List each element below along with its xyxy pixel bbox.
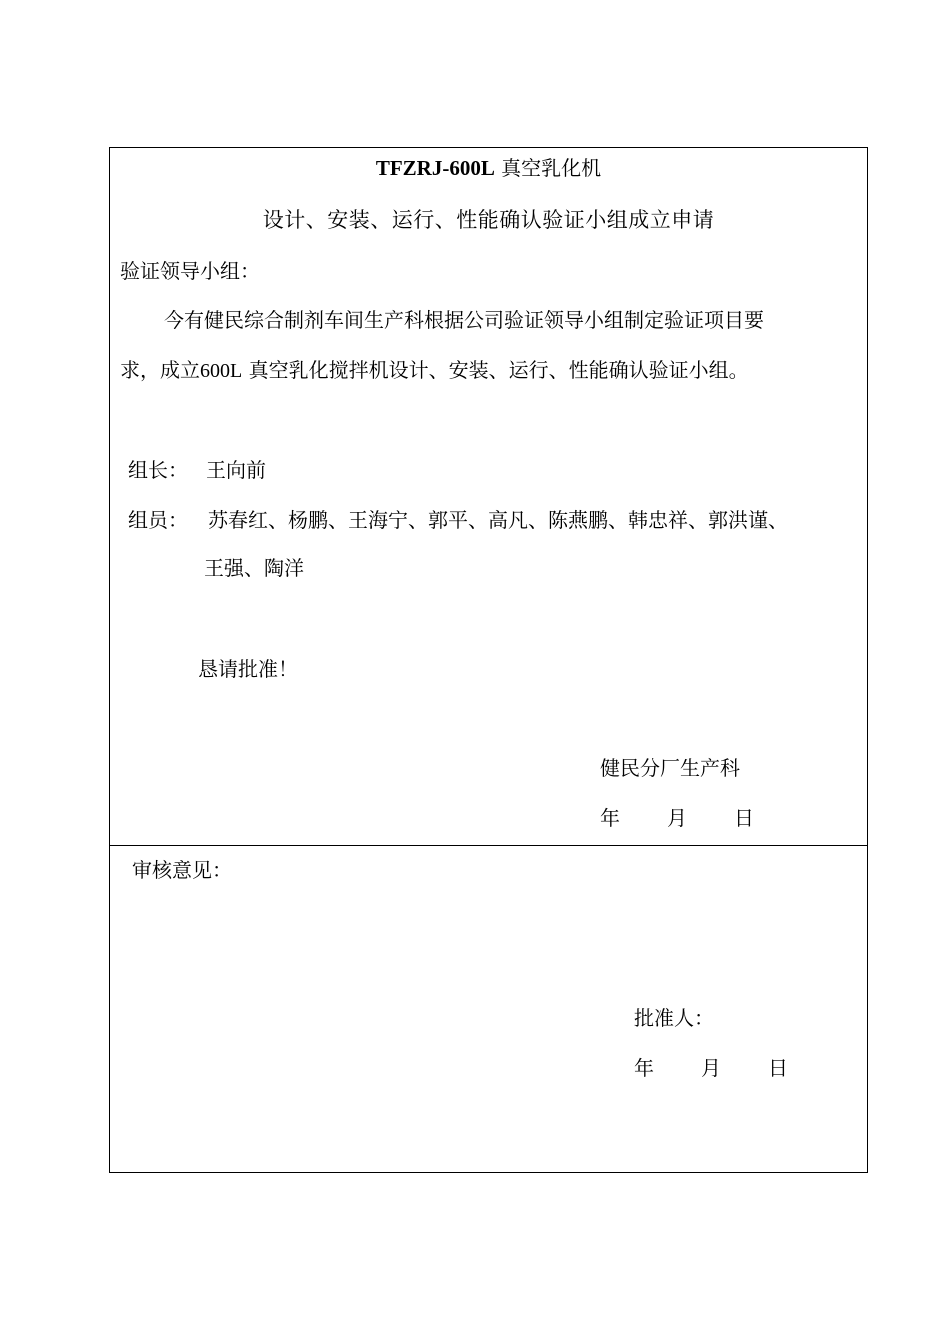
- section-divider: [110, 845, 867, 846]
- members-line-2: 王强、陶洋: [204, 556, 304, 580]
- leader-name: 王向前: [206, 458, 266, 482]
- equipment-code: TFZRJ-600L: [375, 156, 495, 180]
- body-line-2: [120, 356, 749, 385]
- body-line-1: 今有健民综合制剂车间生产科根据公司验证领导小组制定验证项目要: [164, 308, 764, 332]
- addressee: 验证领导小组：: [120, 259, 260, 283]
- review-month: 月: [701, 1056, 721, 1080]
- members-line-1: 苏春红、杨鹏、王海宁、郭平、高凡、陈燕鹏、韩忠祥、郭洪谨、: [208, 508, 788, 532]
- members-label: 组员：: [128, 508, 188, 532]
- signature-dept: 健民分厂生产科: [600, 756, 740, 780]
- signature-month: 月: [667, 806, 687, 830]
- form-title: [110, 154, 867, 182]
- signature-year: 年: [600, 806, 620, 830]
- request-text: 恳请批准！: [198, 657, 298, 681]
- form-subtitle: 设计、安装、运行、性能确认验证小组成立申请: [262, 208, 715, 232]
- review-label: 审核意见：: [132, 858, 232, 882]
- approver-label: 批准人：: [634, 1006, 714, 1030]
- body-line-2-post: 真空乳化搅拌机设计、安装、运行、性能确认验证小组。: [242, 358, 749, 382]
- body-line-2-pre: 求，成立: [120, 358, 200, 382]
- signature-day: 日: [734, 806, 754, 830]
- body-line-2-number: 600L: [200, 360, 243, 382]
- review-year: 年: [634, 1056, 654, 1080]
- application-form-table: [109, 147, 868, 1173]
- equipment-name: 真空乳化机: [494, 156, 602, 180]
- leader-label: 组长：: [128, 458, 188, 482]
- review-day: 日: [768, 1056, 788, 1080]
